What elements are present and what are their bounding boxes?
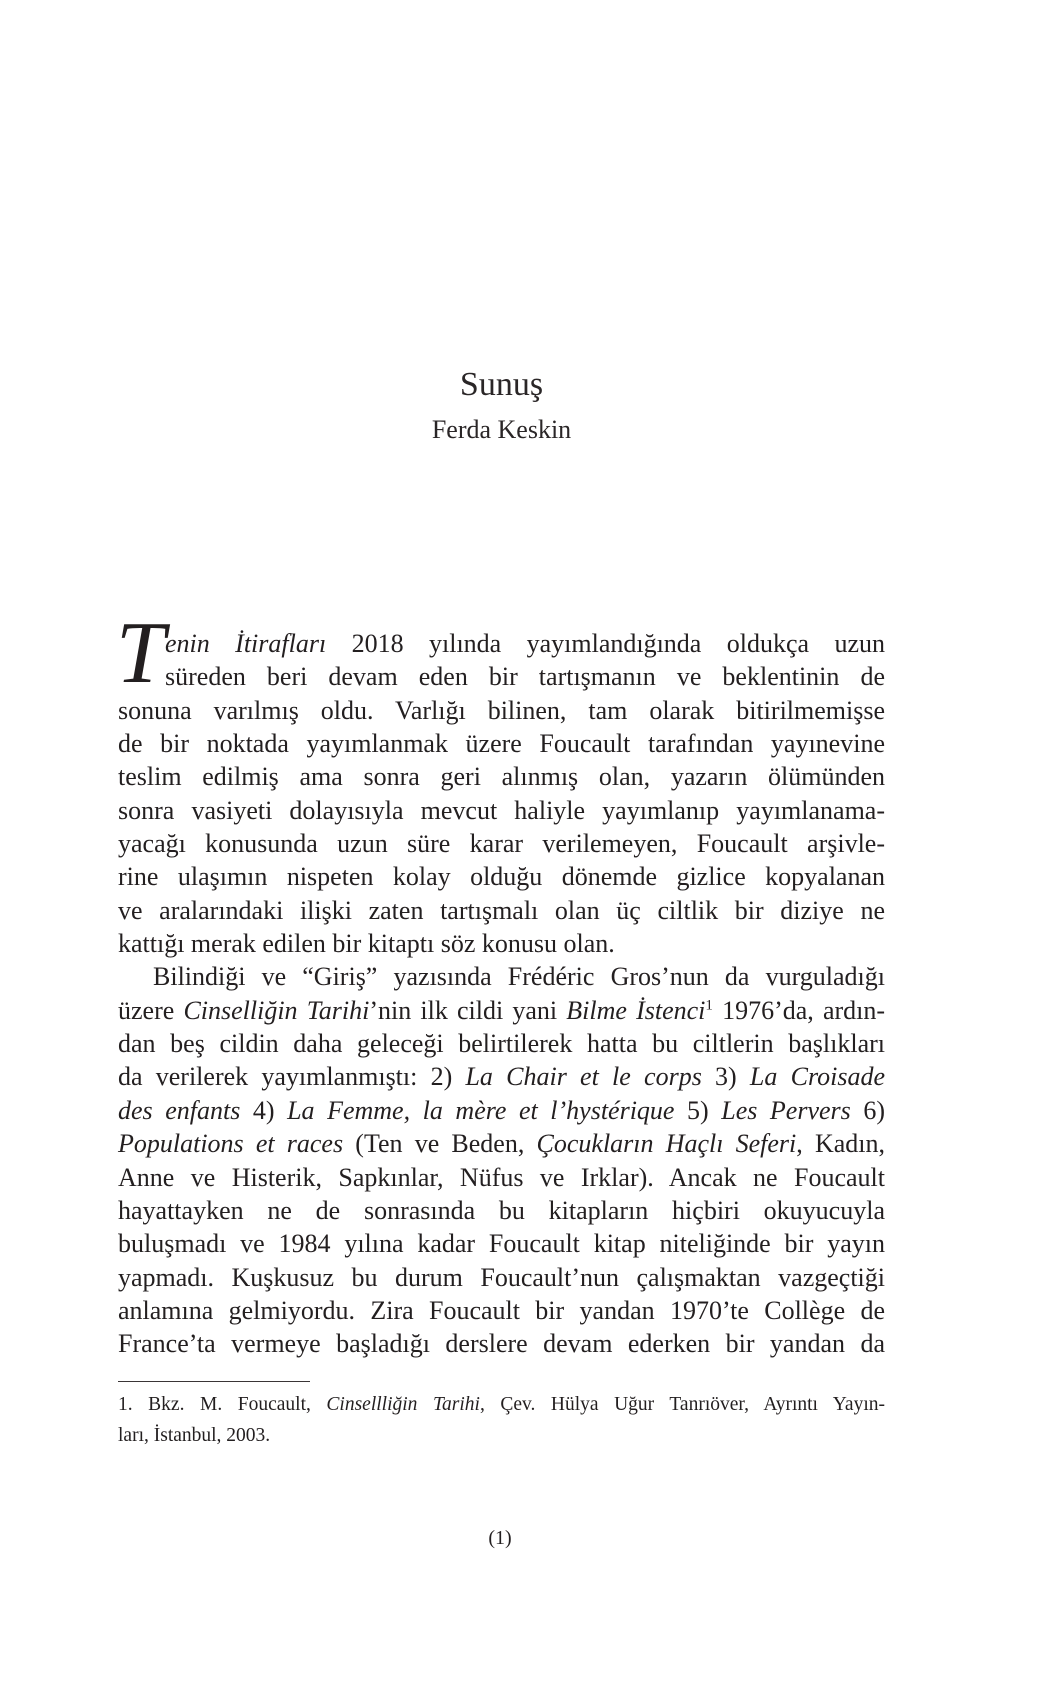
text-segment: 3): [701, 1062, 750, 1092]
italic-text: Populations et races: [118, 1129, 344, 1159]
paragraph: [118, 627, 885, 960]
text-segment: ve aralarındaki ilişki zaten tartışmalı olan üç ciltlik bir diziye ne: [118, 895, 885, 925]
text-segment: üzere: [118, 995, 184, 1025]
text-line: [118, 860, 885, 893]
italic-text: La Femme, la mère et l’hystérique: [287, 1095, 675, 1125]
text-segment: hayattayken ne de sonrasında bu kitapların hiçbiri okuyucuyla: [118, 1195, 885, 1225]
text-segment: 5): [674, 1095, 722, 1125]
italic-text: Bilme İstenci: [566, 995, 706, 1025]
text-line: [118, 1161, 885, 1194]
italic-text: Les Pervers: [721, 1095, 851, 1125]
text-segment: Bilindiği ve “Giriş” yazısında Frédéric Gros’nun da vurguladığı: [153, 962, 885, 992]
text-segment: 1. Bkz. M. Foucault,: [118, 1394, 327, 1415]
italic-text: des enfants: [118, 1095, 241, 1125]
text-segment: Anne ve Histerik, Sapkınlar, Nüfus ve Irklar). Ancak ne Foucault: [118, 1162, 885, 1192]
text-line: [118, 794, 885, 827]
text-segment: (Ten ve Beden,: [343, 1129, 537, 1159]
italic-text: Çocukların Haçlı Seferi: [536, 1129, 797, 1159]
italic-text: Cinselliğin Tarihi: [183, 995, 370, 1025]
text-segment: yapmadı. Kuşkusuz bu durum Foucault’nun çalışmaktan vazgeçtiği: [118, 1262, 885, 1292]
footnote-line: [118, 1389, 885, 1420]
text-line: [118, 760, 885, 793]
footnote-line: [118, 1420, 885, 1451]
text-segment: dan beş cildin daha geleceği belirtilerek hatta bu ciltlerin başlıkları: [118, 1029, 885, 1059]
text-line: [118, 694, 885, 727]
text-line: [118, 727, 885, 760]
footnote-rule: [118, 1381, 310, 1382]
text-segment: teslim edilmiş ama sonra geri alınmış olan, yazarın ölümünden: [118, 762, 885, 792]
text-segment: de bir noktada yayımlanmak üzere Foucault tarafından yayınevine: [118, 729, 885, 759]
text-line: [118, 894, 885, 927]
text-segment: rine ulaşımın nispeten kolay olduğu dönemde gizlice kopyalanan: [118, 862, 885, 892]
text-segment: anlamına gelmiyordu. Zira Foucault bir yandan 1970’te Collège de: [118, 1295, 885, 1325]
text-line: [118, 1060, 885, 1093]
text-line: [118, 927, 885, 960]
text-segment: ’nin ilk cildi yani: [369, 995, 567, 1025]
text-line: [118, 1261, 885, 1294]
chapter-title: Sunuş: [459, 366, 544, 403]
footnote: [118, 1389, 885, 1451]
text-line: [118, 994, 885, 1027]
text-segment: 2018 yılında yayımlandığında oldukça uzun: [326, 629, 885, 658]
footnote-marker: 1: [705, 997, 713, 1014]
text-line: [118, 1194, 885, 1227]
text-line: [118, 660, 885, 693]
italic-text: La Chair et le corps: [465, 1062, 702, 1092]
italic-text: enin İtirafları: [165, 629, 327, 658]
text-segment: ları, İstanbul, 2003.: [118, 1425, 271, 1446]
text-line: [118, 1094, 885, 1127]
text-segment: yacağı konusunda uzun süre karar verilemeyen, Foucault arşivle-: [118, 829, 885, 859]
text-segment: 1976’da, ardın-: [712, 995, 886, 1025]
text-line: [118, 960, 885, 993]
text-line: [118, 1294, 885, 1327]
text-segment: 4): [240, 1095, 288, 1125]
drop-cap: T: [116, 605, 165, 702]
page-number: (1): [488, 1527, 512, 1549]
text-segment: , Kadın,: [796, 1129, 885, 1159]
paragraph: [118, 960, 885, 1360]
text-segment: , Çev. Hülya Uğur Tanrıöver, Ayrıntı Yayın-: [479, 1394, 885, 1415]
text-segment: France’ta vermeye başladığı derslere devam ederken bir yandan da: [118, 1329, 885, 1359]
body-text: [116, 605, 886, 1361]
text-segment: kattığı merak edilen bir kitaptı söz konusu olan.: [118, 929, 615, 959]
text-segment: sonuna varılmış oldu. Varlığı bilinen, tam olarak bitirilmemişse: [118, 695, 885, 725]
chapter-author: Ferda Keskin: [431, 415, 572, 444]
text-line: [118, 627, 885, 660]
italic-text: Cinsellliğin Tarihi: [326, 1394, 480, 1415]
text-line: [118, 1227, 885, 1260]
text-segment: da verilerek yayımlanmıştı: 2): [118, 1062, 466, 1092]
text-line: [118, 1327, 885, 1360]
text-line: [118, 1027, 885, 1060]
text-line: [118, 1127, 885, 1160]
text-line: [118, 827, 885, 860]
italic-text: La Croisade: [749, 1062, 885, 1092]
text-segment: süreden beri devam eden bir tartışmanın ve beklentinin de: [165, 662, 885, 692]
text-segment: buluşmadı ve 1984 yılına kadar Foucault kitap niteliğinde bir yayın: [118, 1229, 885, 1259]
text-segment: sonra vasiyeti dolayısıyla mevcut haliyle yayımlanıp yayımlanama-: [118, 795, 885, 825]
text-segment: 6): [850, 1095, 885, 1125]
